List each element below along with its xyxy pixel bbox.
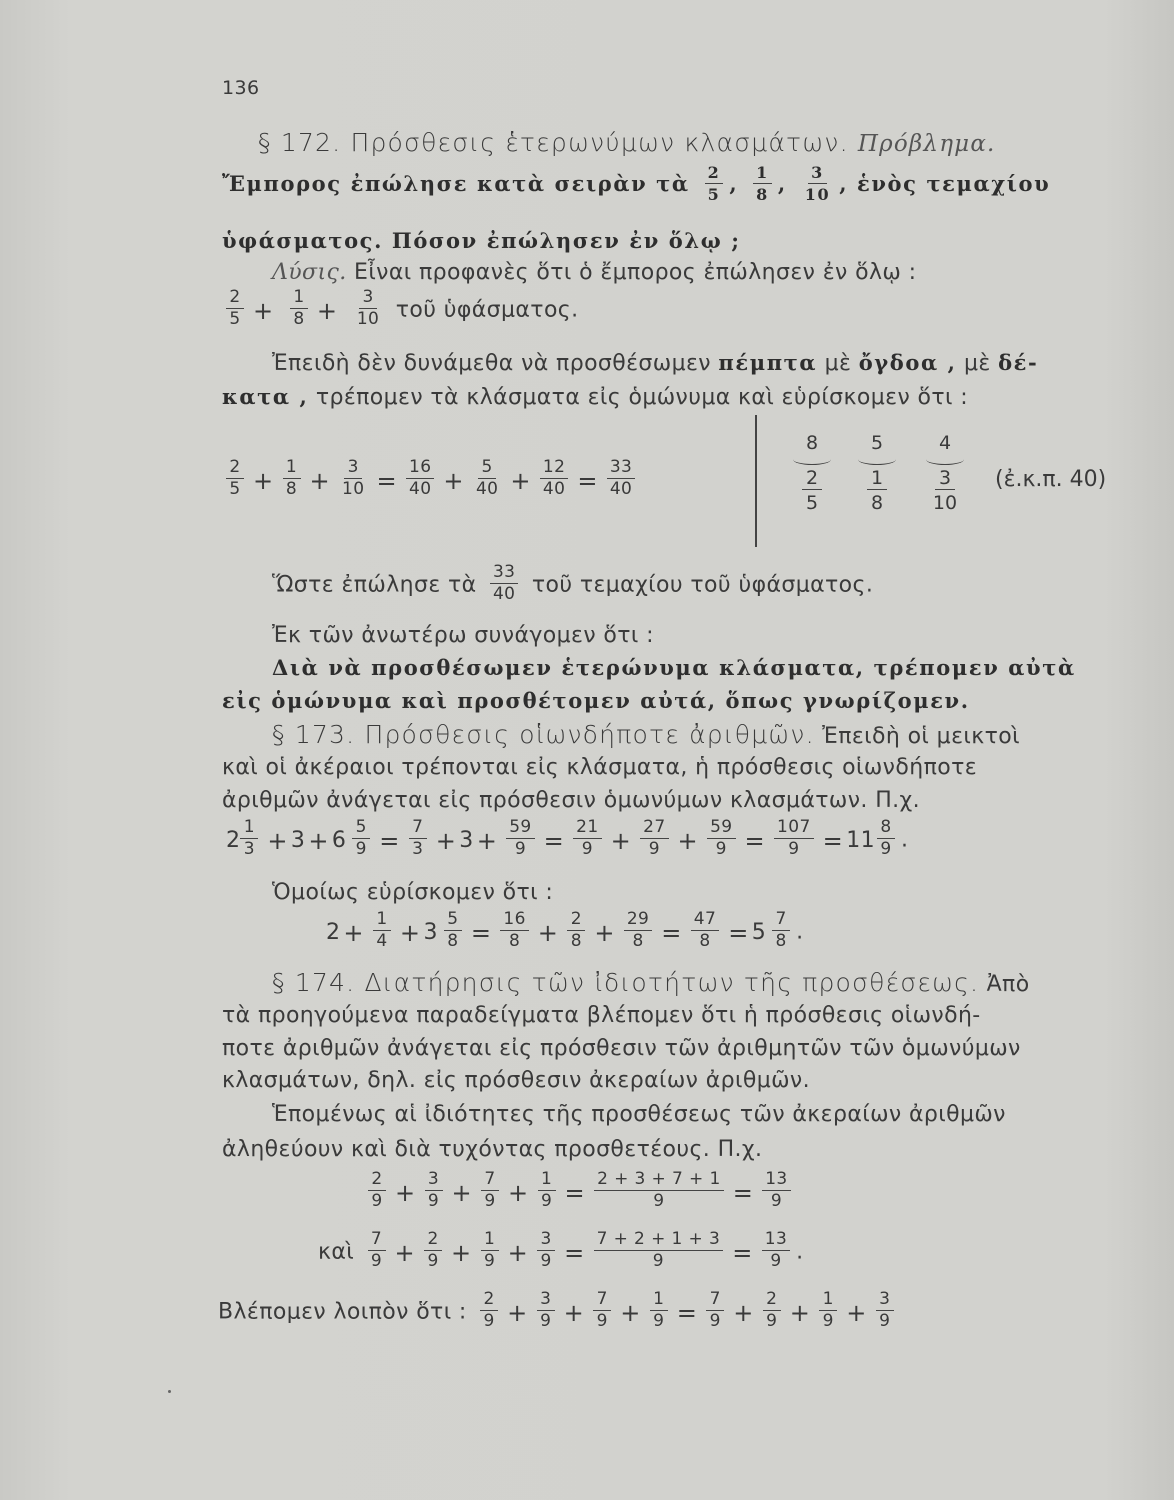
section-174-line-3: ποτε ἀριθμῶν ἀνάγεται εἰς πρόσθεσιν τῶν ἀριθμητῶν τῶν ὁμωνύμων: [222, 1036, 1021, 1061]
lcm-column: [793, 432, 831, 514]
lcm-factor: 4: [938, 432, 952, 454]
fraction: $\frac{3}{9}$: [425, 1170, 443, 1211]
fraction: $\frac{29}{8}$: [624, 910, 652, 951]
section-174-title: § 174. Διατήρησις τῶν ἰδιοτήτων τῆς προσθέσεως.: [272, 968, 980, 997]
fraction: $\frac{1}{9}$: [650, 1290, 668, 1331]
fraction: $\frac{107}{9}$: [774, 818, 814, 859]
problem-text-1: Ἔμπορος ἐπώλησε κατὰ σειρὰν τὰ: [222, 171, 690, 196]
fraction: $\frac{3}{10}$: [804, 163, 831, 204]
lcm-denominator: 8: [870, 492, 884, 514]
example-sum-ninths-1: $\frac{2}{9}$ + $\frac{3}{9}$ + $\frac{7}{9}$ + $\frac{1}{9}$ = $\frac{2 + 3 + 7 + 1}{9}$ = $\frac{13}{9}$: [362, 1172, 797, 1213]
fraction: $\frac{5}{40}$: [475, 457, 499, 499]
rule-line-1: Διὰ νὰ προσθέσωμεν ἑτερώνυμα κλάσματα, τρέπομεν αὐτὰ: [272, 655, 1076, 680]
fraction: $\frac{3}{9}$: [537, 1290, 555, 1331]
commutativity-line: Βλέπομεν λοιπὸν ὅτι : $\frac{2}{9}$ + $\frac{3}{9}$ + $\frac{7}{9}$ + $\frac{1}{9}$ = $\frac{7}{9}$ + $\frac{2}{9}$ + $\frac{1}{9}$ + $\frac{3}{9}$: [218, 1292, 900, 1333]
fraction: $\frac{7 + 2 + 1 + 3}{9}$: [594, 1230, 724, 1271]
text: Ἐπειδὴ οἱ μεικτοὶ: [822, 724, 1020, 749]
section-172-title: § 172. Πρόσθεσις ἑτερωνύμων κλασμάτων.: [258, 128, 849, 157]
text: μὲ: [963, 351, 991, 376]
page-number: 136: [222, 77, 260, 99]
bold-text: κατα ,: [222, 384, 309, 409]
lcm-label: (ἐ.κ.π. 40): [995, 467, 1107, 492]
fraction: $\frac{12}{40}$: [540, 458, 568, 499]
fraction: $\frac{1}{8}$: [290, 288, 308, 329]
example-mixed-sum: 2 $\frac{1}{3}$ + 3 + 6 $\frac{5}{9}$ = $\frac{7}{3}$ + 3 + $\frac{59}{9}$ = $\frac{21}{9}$ + $\frac{27}{9}$ + $\frac{59}{9}$ = $\frac{107}{9}$ = 11 $\frac{8}{9}$ .: [226, 817, 909, 859]
arc-mark: [793, 454, 831, 465]
conclusion-line: Ἐκ τῶν ἀνωτέρω συνάγομεν ὅτι :: [272, 623, 654, 648]
section-174-line-4: κλασμάτων, δηλ. εἰς πρόσθεσιν ἀκεραίων ἀριθμῶν.: [222, 1068, 811, 1093]
fraction: $\frac{5}{8}$: [444, 910, 462, 951]
fraction: $\frac{33}{40}$: [607, 458, 635, 499]
sum-tail: τοῦ ὑφάσματος.: [395, 297, 579, 323]
section-174-line-5: Ἑπομένως αἱ ἰδιότητες τῆς προσθέσεως τῶν ἀκεραίων ἀριθμῶν: [272, 1102, 1006, 1127]
fraction: $\frac{16}{40}$: [406, 458, 434, 499]
paragraph-line-1: [272, 350, 1038, 376]
fraction: $\frac{2}{5}$: [226, 288, 244, 329]
fraction: $\frac{3}{10}$: [356, 287, 380, 329]
text: καὶ: [318, 1239, 355, 1265]
fraction: $\frac{59}{9}$: [506, 818, 534, 859]
lcm-denominator: 10: [932, 492, 958, 514]
equation-common-denominator: $\frac{2}{5}$ + $\frac{1}{8}$ + $\frac{3}{10}$ = $\frac{16}{40}$ + $\frac{5}{40}$ + $\frac{12}{40}$ = $\frac{33}{40}$: [220, 460, 641, 501]
solution-line: [272, 260, 916, 285]
text: Ὥστε ἐπώλησε τὰ: [272, 572, 477, 598]
fraction: $\frac{3}{9}$: [876, 1290, 894, 1331]
fraction: $\frac{2}{9}$: [480, 1290, 498, 1331]
paragraph-line-2: [222, 384, 968, 410]
text: τοῦ τεμαχίου τοῦ ὑφάσματος.: [531, 572, 874, 598]
text: Ἀπὸ: [986, 972, 1030, 997]
fraction: $\frac{2}{5}$: [226, 458, 244, 499]
fraction: $\frac{27}{9}$: [640, 818, 668, 859]
fraction: $\frac{7}{9}$: [593, 1290, 611, 1331]
fraction: $\frac{1}{9}$: [481, 1230, 499, 1271]
fraction: $\frac{16}{8}$: [500, 910, 528, 951]
fraction: $\frac{5}{9}$: [352, 818, 370, 859]
fraction: $\frac{13}{9}$: [762, 1170, 790, 1211]
problem-label: Πρόβλημα.: [857, 131, 996, 157]
fraction: $\frac{47}{8}$: [691, 910, 719, 951]
bold-text: δέ-: [998, 350, 1039, 375]
fraction: $\frac{13}{9}$: [762, 1230, 790, 1271]
fraction: $\frac{7}{9}$: [706, 1290, 724, 1331]
solution-label: Λύσις.: [272, 260, 347, 285]
fraction: $\frac{7}{9}$: [368, 1230, 386, 1271]
text: μὲ: [824, 351, 852, 376]
fraction: $\frac{7}{9}$: [481, 1170, 499, 1211]
fraction: $\frac{3}{9}$: [537, 1230, 555, 1271]
text: Ἐπειδὴ δὲν δυνάμεθα νὰ προσθέσωμεν: [272, 351, 711, 376]
section-174-line-2: τὰ προηγούμενα παραδείγματα βλέπομεν ὅτι ἡ πρόσθεσις οἱωνδή-: [222, 1003, 981, 1028]
example-mixed-sum-2: 2 + $\frac{1}{4}$ + 3 $\frac{5}{8}$ = $\frac{16}{8}$ + $\frac{2}{8}$ + $\frac{29}{8}$ = $\frac{47}{8}$ = 5 $\frac{7}{8}$ .: [326, 909, 804, 951]
lcm-column: [926, 432, 964, 514]
lcm-numerator: 2: [802, 467, 822, 490]
fraction: $\frac{1}{9}$: [538, 1170, 556, 1211]
bold-text: ὄγδοα ,: [858, 350, 957, 375]
fraction: $\frac{3}{10}$: [342, 457, 365, 499]
rule-line-2: εἰς ὁμώνυμα καὶ προσθέτομεν αὐτά, ὅπως γνωρίζομεν.: [222, 688, 970, 713]
fraction: $\frac{2}{9}$: [424, 1230, 442, 1271]
solution-text: Εἶναι προφανὲς ὅτι ὁ ἔμπορος ἐπώλησεν ἐν ὅλῳ :: [354, 260, 917, 285]
whole-part: 11: [846, 828, 875, 853]
fraction: $\frac{1}{3}$: [240, 818, 258, 859]
integer: 3: [290, 828, 306, 853]
problem-line-1: Ἔμπορος ἐπώλησε κατὰ σειρὰν τὰ $\frac{2}{5}$ , $\frac{1}{8}$ , $\frac{3}{10}$ , ἑνὸς τεμαχίου: [222, 163, 1051, 204]
lcm-column: [858, 432, 896, 514]
fraction: $\frac{2}{9}$: [368, 1170, 386, 1211]
arc-mark: [926, 454, 964, 465]
text: Βλέπομεν λοιπὸν ὅτι :: [218, 1299, 467, 1325]
whole-part: 6: [331, 828, 347, 853]
integer: 3: [459, 828, 474, 853]
example-sum-ninths-2: καὶ $\frac{7}{9}$ + $\frac{2}{9}$ + $\frac{1}{9}$ + $\frac{3}{9}$ = $\frac{7 + 2 + 1 + 3}{9}$ = $\frac{13}{9}$ .: [318, 1229, 804, 1271]
integer: 2: [326, 920, 341, 945]
fraction: $\frac{7}{8}$: [772, 910, 790, 951]
fraction: $\frac{1}{8}$: [283, 458, 301, 499]
result-line: [272, 562, 874, 606]
fraction: $\frac{2}{5}$: [705, 163, 724, 204]
fraction: $\frac{2}{9}$: [763, 1290, 781, 1331]
section-174-heading: [272, 968, 1030, 997]
fraction: $\frac{21}{9}$: [573, 818, 601, 859]
fraction: $\frac{1}{8}$: [753, 163, 772, 204]
section-173-title: § 173. Πρόσθεσις οἱωνδήποτε ἀριθμῶν.: [272, 720, 815, 749]
lcm-factor: 5: [870, 432, 884, 454]
section-172-heading: [258, 128, 996, 157]
speck: [168, 1390, 171, 1393]
problem-text-1-tail: ἑνὸς τεμαχίου: [857, 171, 1051, 196]
fraction: $\frac{2 + 3 + 7 + 1}{9}$: [594, 1170, 724, 1211]
lcm-denominator: 5: [805, 492, 819, 514]
fraction: $\frac{2}{8}$: [567, 910, 585, 951]
problem-line-2: ὑφάσματος. Πόσον ἐπώλησεν ἐν ὅλῳ ;: [222, 228, 741, 253]
similarly-line: Ὁμοίως εὑρίσκομεν ὅτι :: [272, 880, 554, 905]
sum-expression-1: $\frac{2}{5}$ + $\frac{1}{8}$ + $\frac{3}{10}$ τοῦ ὑφάσματος.: [220, 290, 579, 331]
whole-part: 2: [226, 828, 241, 853]
divider-line: [755, 415, 757, 547]
section-173-heading: [272, 720, 1020, 749]
fraction: $\frac{33}{40}$: [490, 563, 518, 604]
section-174-line-6: ἀληθεύουν καὶ διὰ τυχόντας προσθετέους. Π.χ.: [222, 1137, 763, 1162]
lcm-numerator: 1: [867, 467, 887, 490]
lcm-numerator: 3: [935, 467, 955, 490]
fraction: $\frac{7}{3}$: [409, 818, 427, 859]
lcm-factor: 8: [805, 432, 819, 454]
section-173-line-2: καὶ οἱ ἀκέραιοι τρέπονται εἰς κλάσματα, ἡ πρόσθεσις οἱωνδήποτε: [222, 755, 978, 780]
whole-part: 3: [423, 920, 438, 945]
section-173-line-3: ἀριθμῶν ἀνάγεται εἰς πρόσθεσιν ὁμωνύμων κλασμάτων. Π.χ.: [222, 788, 921, 813]
fraction: $\frac{59}{9}$: [707, 818, 735, 859]
arc-mark: [858, 454, 896, 465]
fraction: $\frac{1}{4}$: [373, 910, 391, 951]
bold-text: πέμπτα: [718, 350, 818, 375]
fraction: $\frac{1}{9}$: [819, 1290, 837, 1331]
fraction: $\frac{8}{9}$: [877, 818, 895, 859]
text: τρέπομεν τὰ κλάσματα εἰς ὁμώνυμα καὶ εὑρίσκομεν ὅτι :: [315, 385, 969, 410]
whole-part: 5: [751, 920, 767, 945]
